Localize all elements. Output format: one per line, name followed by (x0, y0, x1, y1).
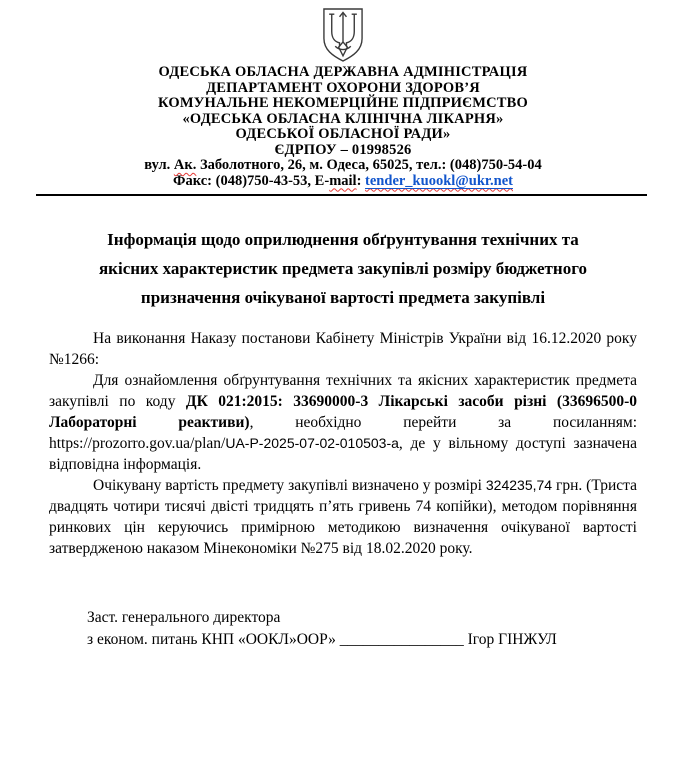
org-name-line-4: «ОДЕСЬКА ОБЛАСНА КЛІНІЧНА ЛІКАРНЯ» (182, 110, 504, 127)
title-line-3: призначення очікуваної вартості предмета закупівлі (140, 288, 546, 307)
address-line (49, 158, 637, 174)
p3-intro-text: Очікувану вартість предмету закупівлі визначено у розмірі (93, 477, 486, 494)
title-line-1: Інформація щодо оприлюднення обґрунтування технічних та (107, 230, 579, 249)
paragraph-legal-basis (49, 328, 637, 370)
address-text-rest: Заболотного, 26, м. Одеса, 65025, тел.: (048)750-54-04 (196, 157, 542, 173)
paragraph-procurement-code (49, 370, 637, 475)
address-text: вул. (144, 157, 174, 173)
email-spellcheck-wrap (365, 173, 513, 189)
p2-prozorro-plan-id: UA-P-2025-07-02-010503-a (225, 435, 399, 451)
p1-text: На виконання Наказу постанови Кабінету Міністрів України від 16.12.2020 року №1266: (49, 330, 637, 368)
ukraine-trident-coat-of-arms-icon (317, 7, 369, 63)
edrpou-line: ЄДРПОУ – 01998526 (274, 141, 412, 158)
signature-block (49, 607, 637, 651)
email-word-misspelled: mail (329, 172, 357, 189)
signature-position-text-2: з економ. питань КНП «ООКЛ»ООР» (87, 631, 340, 648)
org-name-line-5: ОДЕСЬКОЇ ОБЛАСНОЇ РАДИ» (235, 126, 451, 142)
fax-text: Факс: (048)750-43-53, E- (173, 172, 330, 189)
title-line-2: якісних характеристик предмета закупівлі розміру бюджетного (98, 259, 588, 278)
emblem-container (49, 7, 637, 65)
letterhead-divider-rule (36, 194, 647, 196)
signature-position-line-2 (87, 629, 637, 651)
paragraph-expected-value (49, 475, 637, 559)
signature-position-line-1 (87, 607, 637, 629)
email-link[interactable]: tender_kuookl@ukr.net (365, 172, 513, 189)
signature-position-text-1: Заст. генерального директора (87, 609, 281, 626)
signature-underline: ________________ (339, 631, 464, 648)
p2-mid-text: , необхідно перейти за посиланням: (249, 414, 637, 431)
fax-separator: : (356, 172, 366, 189)
address-misspelled-word: Ак. (173, 157, 197, 173)
fax-email-line (49, 174, 637, 190)
org-name-line-2: ДЕПАРТАМЕНТ ОХОРОНИ ЗДОРОВ’Я (206, 79, 480, 96)
p2-prozorro-url-base: https://prozorro.gov.ua/plan/ (49, 435, 226, 452)
document-title (57, 225, 629, 312)
org-name-line-3: КОМУНАЛЬНЕ НЕКОМЕРЦІЙНЕ ПІДПРИЄМСТВО (158, 95, 528, 111)
org-name-line-1: ОДЕСЬКА ОБЛАСНА ДЕРЖАВНА АДМІНІСТРАЦІЯ (158, 64, 528, 80)
p3-amount-value: 324235,74 (485, 477, 553, 493)
letterhead (49, 7, 637, 189)
p2-procurement-code-bold: ДК 021:2015: 33690000-3 Лікарські засоби різні (33696500-0 Лабораторні реактиви) (49, 393, 637, 431)
p3-closing-text: грн. (Триста двадцять чотири тисячі двісті тридцять п’ять гривень 74 копійки), методом порівняння ринкових цін керуючись примірною методикою визначення очікуваної вартості затвердженою наказом Мінекономіки №275 від 18.02.2020 року. (49, 477, 637, 557)
signatory-name: Ігор ГІНЖУЛ (463, 631, 557, 648)
p2-closing-text: , де у вільному доступі зазначена відповідна інформація. (49, 435, 637, 473)
p2-intro-text: Для ознайомлення обґрунтування технічних та якісних характеристик предмета закупівлі по коду (49, 372, 637, 410)
